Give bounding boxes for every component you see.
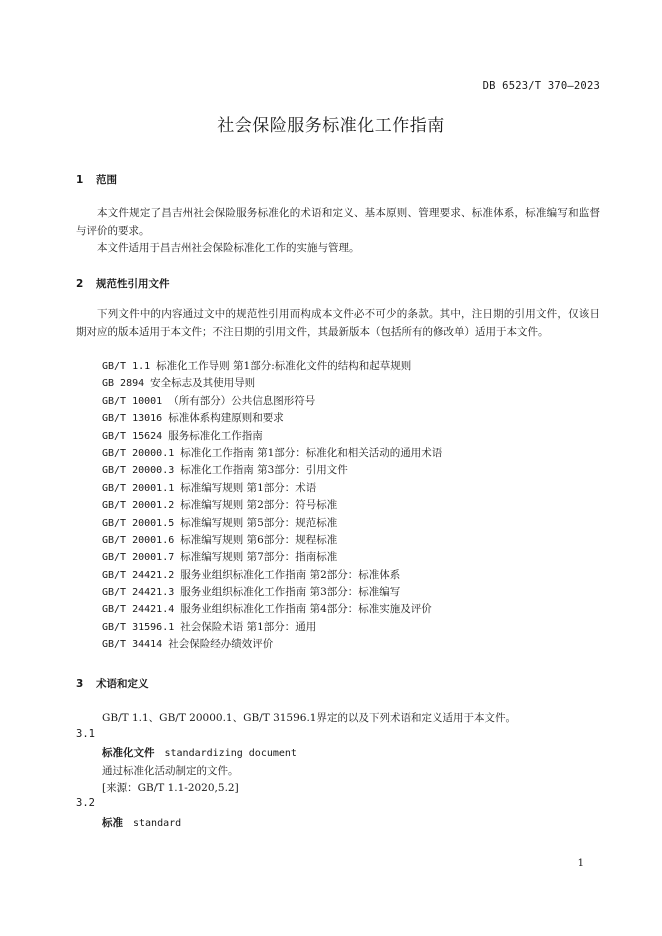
terms-intro: GB/T 1.1、GB/T 20000.1、GB/T 31596.1界定的以及下列术语和定义适用于本文件。 <box>102 712 516 724</box>
reference-code: GB/T 31596.1 <box>102 621 175 633</box>
section-title: 术语和定义 <box>96 678 149 690</box>
section-3-heading <box>76 676 149 691</box>
reference-code: GB/T 13016 <box>102 413 163 425</box>
section-title: 规范性引用文件 <box>96 278 170 290</box>
term-heading <box>102 745 297 760</box>
term-heading <box>102 815 181 830</box>
reference-code: GB/T 15624 <box>102 430 163 442</box>
reference-title: 社会保险术语 第1部分：通用 <box>180 620 317 633</box>
reference-title: 社会保险经办绩效评价 <box>168 638 274 651</box>
reference-code: GB/T 20001.5 <box>102 517 175 529</box>
reference-title: 标准编写规则 第7部分：指南标准 <box>180 551 338 564</box>
reference-code: GB/T 20000.1 <box>102 447 175 459</box>
reference-item <box>102 445 442 462</box>
reference-item <box>102 428 442 445</box>
term-number: 3.1 <box>76 728 95 740</box>
reference-title: 服务标准化工作指南 <box>168 429 263 442</box>
reference-code: GB/T 24421.4 <box>102 604 175 616</box>
reference-item <box>102 584 442 601</box>
reference-title: 安全标志及其使用导则 <box>150 377 256 390</box>
term-zh: 标准 <box>102 817 123 829</box>
reference-title: 标准编写规则 第1部分：术语 <box>180 481 317 494</box>
section-number: 1 <box>76 174 84 186</box>
normative-intro: 下列文件中的内容通过文中的规范性引用而构成本文件必不可少的条款。其中，注日期的引用文件，仅该日期对应的版本适用于本文件；不注日期的引用文件，其最新版本（包括所有的修改单）适用于本文件。 <box>76 308 600 338</box>
reference-title: 服务业组织标准化工作指南 第2部分：标准体系 <box>180 568 401 581</box>
reference-code: GB/T 10001 <box>102 395 163 407</box>
reference-code: GB/T 24421.2 <box>102 569 175 581</box>
reference-title: 标准编写规则 第6部分：规程标准 <box>180 533 338 546</box>
term-en: standardizing document <box>164 748 297 759</box>
term-number: 3.2 <box>76 797 95 809</box>
reference-item <box>102 636 442 653</box>
reference-title: 标准化工作指南 第1部分：标准化和相关活动的通用术语 <box>180 446 443 459</box>
reference-item <box>102 462 442 479</box>
reference-code: GB/T 20000.3 <box>102 465 175 477</box>
reference-item <box>102 532 442 549</box>
reference-code: GB/T 20001.2 <box>102 500 175 512</box>
scope-paragraph-2: 本文件适用于昌吉州社会保险标准化工作的实施与管理。 <box>97 242 360 254</box>
reference-item <box>102 480 442 497</box>
reference-item <box>102 619 442 636</box>
reference-title: 标准编写规则 第2部分：符号标准 <box>180 499 338 512</box>
reference-list <box>102 358 442 654</box>
reference-item <box>102 549 442 566</box>
reference-title: 服务业组织标准化工作指南 第3部分：标准编写 <box>180 586 401 599</box>
reference-title: 标准编写规则 第5部分：规范标准 <box>180 516 338 529</box>
reference-item <box>102 375 442 392</box>
reference-item <box>102 497 442 514</box>
reference-item <box>102 393 442 410</box>
reference-title: 标准化工作导则 第1部分:标准化文件的结构和起草规则 <box>156 360 412 372</box>
reference-code: GB/T 20001.7 <box>102 552 175 564</box>
page-number: 1 <box>577 858 584 869</box>
term-zh: 标准化文件 <box>102 747 155 759</box>
reference-title: 服务业组织标准化工作指南 第4部分：标准实施及评价 <box>180 603 432 616</box>
reference-item <box>102 515 442 532</box>
reference-code: GB/T 20001.1 <box>102 482 175 494</box>
reference-code: GB 2894 <box>102 378 145 390</box>
reference-item <box>102 410 442 427</box>
term-source: [来源：GB/T 1.1-2020,5.2] <box>102 782 239 794</box>
reference-code: GB/T 20001.6 <box>102 534 175 546</box>
reference-code: GB/T 1.1 <box>102 361 151 372</box>
reference-title: （所有部分）公共信息图形符号 <box>168 394 316 407</box>
section-1-heading <box>76 172 117 187</box>
section-title: 范围 <box>96 174 117 186</box>
scope-paragraph-1: 本文件规定了昌吉州社会保险服务标准化的术语和定义、基本原则、管理要求、标准体系，标准编写和监督与评价的要求。 <box>76 207 600 237</box>
reference-code: GB/T 24421.3 <box>102 587 175 599</box>
reference-title: 标准化工作指南 第3部分：引用文件 <box>180 464 348 477</box>
reference-item <box>102 601 442 618</box>
reference-item <box>102 567 442 584</box>
document-title: 社会保险服务标准化工作指南 <box>217 116 445 136</box>
reference-code: GB/T 34414 <box>102 639 163 651</box>
term-en: standard <box>133 818 182 829</box>
section-2-heading <box>76 276 170 291</box>
reference-item <box>102 358 442 375</box>
section-number: 2 <box>76 278 84 290</box>
document-number: DB 6523/T 370—2023 <box>482 80 600 92</box>
section-number: 3 <box>76 678 84 690</box>
reference-title: 标准体系构建原则和要求 <box>168 412 284 425</box>
term-definition: 通过标准化活动制定的文件。 <box>102 765 239 777</box>
